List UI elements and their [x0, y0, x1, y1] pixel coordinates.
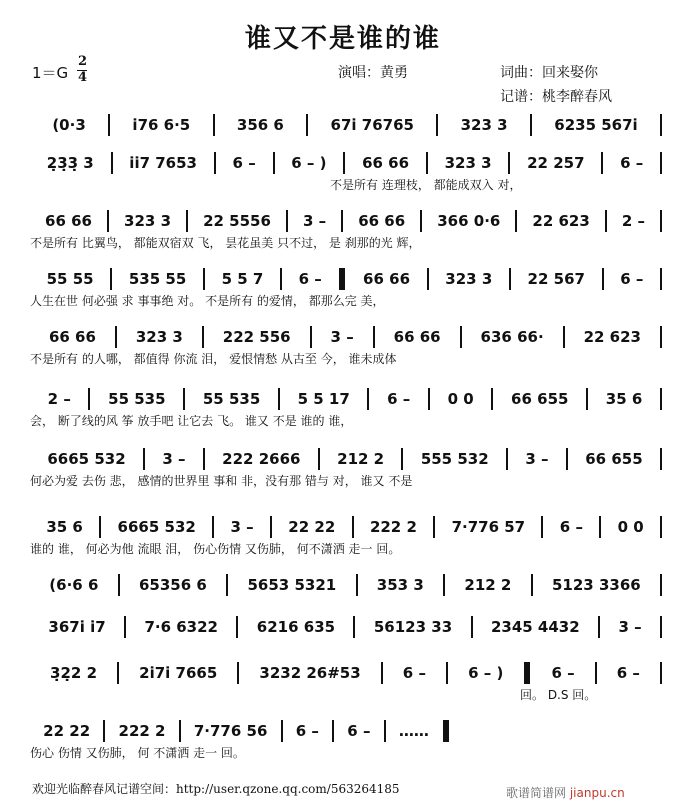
measure: 22 567: [527, 270, 585, 288]
measure: 3 –: [302, 212, 327, 230]
final-barline: [443, 720, 449, 742]
transcriber-credit: 记谱：桃李醉春风: [500, 89, 612, 105]
barline: [660, 388, 662, 410]
lyric-line: [30, 640, 662, 660]
notation-line: [30, 112, 662, 138]
composer-credit: 词曲：回来娶你: [500, 65, 598, 81]
measure: 66 655: [511, 390, 569, 408]
lyric-line: 不是所有 比翼鸟， 都能双宿双 飞， 昙花虽美 只不过， 是 刹那的光 辉，: [30, 236, 421, 250]
measure: 222 2666: [222, 450, 301, 468]
barline: [660, 516, 662, 538]
lyric-line: 会， 断了线的风 筝 放手吧 让它去 飞。 谁又 不是 谁的 谁，: [30, 414, 353, 428]
measure: 6 –: [387, 390, 411, 408]
measure: 366 0·6: [437, 212, 501, 230]
barline: [660, 448, 662, 470]
footer-credit: 欢迎光临醉春风记谱空间：http://user.qzone.qq.com/563264185: [32, 782, 400, 796]
measure: 22 257: [527, 154, 585, 172]
measure: 66 66: [48, 328, 96, 346]
barline: [660, 114, 662, 136]
measure: 2i̇7i̇ 7665: [139, 664, 218, 682]
lyric-line: 不是所有 的人哪， 都值得 你流 泪， 爱恨情愁 从古至 今， 谁未成体: [30, 352, 397, 366]
measure: 66 66: [45, 212, 92, 230]
measure: 56123 33: [373, 618, 453, 636]
measure: 367i̇ i̇7: [48, 618, 106, 636]
notation-line: [30, 266, 662, 292]
measure: 66 655: [585, 450, 643, 468]
measure: 67i̇ 76765: [330, 116, 414, 134]
measure: (0·3: [52, 116, 86, 134]
key-signature: 1＝G: [32, 64, 69, 82]
lyric-line: 回。 D.S 回。: [520, 688, 597, 702]
measure: 6216 635: [256, 618, 336, 636]
barline: [660, 574, 662, 596]
measure: 6 –: [620, 154, 644, 172]
notation-line: [30, 572, 662, 598]
measure: (6·6 6: [49, 576, 99, 594]
measure: 2 –: [621, 212, 646, 230]
measure: 5123 3366: [551, 576, 641, 594]
measure: 3 –: [162, 450, 186, 468]
measure: 636 66·: [480, 328, 544, 346]
measure: 3 –: [330, 328, 354, 346]
measure: 55 535: [108, 390, 166, 408]
measure: 35 6: [46, 518, 83, 536]
measure: 22 22: [288, 518, 336, 536]
measure: 7·776 56: [193, 722, 268, 740]
repeat-end-barline: [524, 662, 530, 684]
notation-line: [30, 660, 662, 686]
notation-line: [30, 614, 662, 640]
barline: [660, 326, 662, 348]
barline: [660, 210, 662, 232]
barline: [660, 152, 662, 174]
measure: 2 –: [47, 390, 71, 408]
measure: 5 5 7: [221, 270, 264, 288]
measure: 6 –: [616, 664, 640, 682]
measure: i̇76 6·5: [132, 116, 191, 134]
barline: [660, 662, 662, 684]
notation-line: [30, 718, 450, 744]
repeat-start-barline: [339, 268, 345, 290]
time-signature-bottom: 4: [78, 70, 88, 85]
measure: 3̣2̣2 2: [50, 664, 98, 682]
measure: 2̣3̣3̣ 3: [46, 154, 94, 172]
lyric-line: 伤心 伤情 又伤肺， 何 不潇洒 走一 回。: [30, 746, 245, 760]
notation-line: [30, 386, 662, 412]
measure: 323 3: [460, 116, 508, 134]
measure: 66 66: [363, 270, 411, 288]
measure: 66 66: [358, 212, 406, 230]
measure: 66 66: [362, 154, 410, 172]
measure: 6 – ): [468, 664, 504, 682]
measure: 0 0: [447, 390, 474, 408]
measure: 356 6: [236, 116, 284, 134]
measure: 22 22: [43, 722, 91, 740]
measure: 22 5556: [203, 212, 271, 230]
measure: 6 –: [620, 270, 644, 288]
singer-credit: 演唱：黄勇: [338, 65, 408, 81]
measure: ……: [398, 722, 429, 740]
lyric-line: 不是所有 连理枝， 都能成双入 对，: [330, 178, 522, 192]
measure: 222 2: [369, 518, 417, 536]
measure: 3 –: [525, 450, 549, 468]
measure: 6 –: [232, 154, 256, 172]
measure: 222 2: [118, 722, 166, 740]
measure: 323 3: [444, 154, 492, 172]
measure: 6 –: [298, 270, 322, 288]
measure: 6 –: [347, 722, 371, 740]
watermark: [506, 784, 625, 801]
measure: 3 –: [230, 518, 254, 536]
barline: [660, 268, 662, 290]
lyric-line: 何必为爱 去伤 悲， 感情的世界里 事和 非，没有那 错与 对， 谁又 不是: [30, 474, 413, 488]
notation-line: [30, 208, 662, 234]
measure: 3 –: [618, 618, 642, 636]
measure: 5 5 17: [297, 390, 350, 408]
song-title: 谁又不是谁的谁: [244, 24, 441, 54]
measure: 35 6: [605, 390, 643, 408]
measure: 222 556: [222, 328, 291, 346]
measure: 2345 4432: [490, 618, 580, 636]
measure: 535 55: [128, 270, 187, 288]
measure: 6 –: [402, 664, 426, 682]
measure: 7·776 57: [451, 518, 526, 536]
measure: 6665 532: [47, 450, 126, 468]
time-signature-top: 2: [78, 54, 88, 69]
measure: 5653 5321: [247, 576, 337, 594]
measure: 323 3: [124, 212, 172, 230]
measure: 22 623: [583, 328, 641, 346]
measure: 55 535: [202, 390, 261, 408]
measure: 22 623: [532, 212, 590, 230]
lyric-line: 谁的 谁， 何必为他 流眼 泪， 伤心伤情 又伤肺， 何不潇洒 走一 回。: [30, 542, 401, 556]
measure: 323 3: [135, 328, 183, 346]
measure: 6 –: [295, 722, 319, 740]
measure: 7·6 6322: [144, 618, 218, 636]
measure: i̇i̇7 7653: [129, 154, 197, 172]
measure: 6665 532: [117, 518, 196, 536]
lyric-line: 人生在世 何必强 求 事事绝 对。 不是所有 的爱情， 都那么完 美，: [30, 294, 385, 308]
watermark-url: jianpu.cn: [569, 786, 625, 800]
measure: 65356 6: [139, 576, 207, 594]
notation-line: [30, 324, 662, 350]
notation-line: [30, 446, 662, 472]
watermark-text: 歌谱简谱网: [506, 786, 567, 800]
measure: 6 – ): [291, 154, 327, 172]
measure: 6 –: [559, 518, 583, 536]
measure: 6 –: [551, 664, 575, 682]
barline: [660, 616, 662, 638]
measure: 555 532: [420, 450, 489, 468]
measure: 3232 26#53: [259, 664, 361, 682]
measure: 0 0: [617, 518, 644, 536]
measure: 55 55: [46, 270, 94, 288]
notation-line: [30, 150, 662, 176]
measure: 212 2: [464, 576, 512, 594]
notation-line: [30, 514, 662, 540]
measure: 212 2: [337, 450, 385, 468]
measure: 6235 567i̇: [554, 116, 638, 134]
measure: 323 3: [445, 270, 493, 288]
measure: 353 3: [376, 576, 424, 594]
measure: 66 66: [393, 328, 441, 346]
